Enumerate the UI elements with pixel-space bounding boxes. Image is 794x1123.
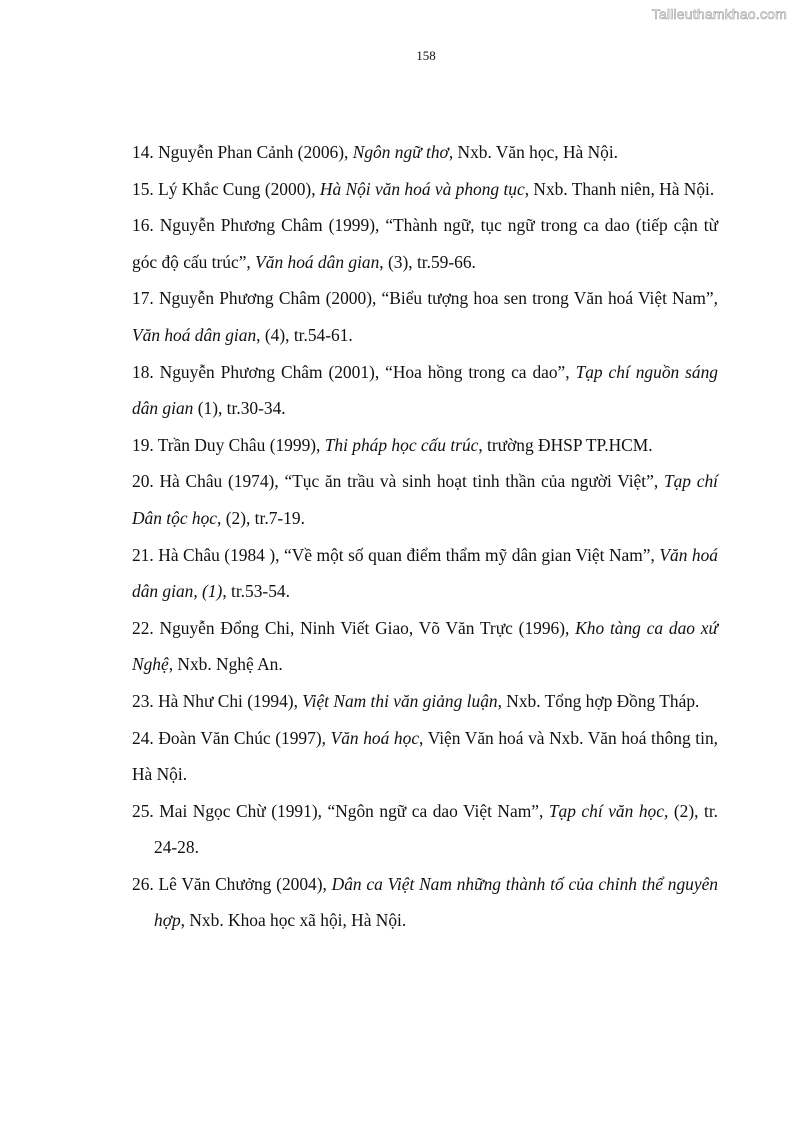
reference-text: 19. Trần Duy Châu (1999),: [132, 434, 325, 455]
reference-list: [132, 134, 718, 939]
reference-item-23: [132, 683, 718, 720]
reference-title: Ngôn ngữ thơ,: [352, 142, 454, 162]
page-number: 158: [416, 48, 436, 63]
reference-text: Nxb. Nghệ An.: [173, 654, 283, 675]
reference-text: 15. Lý Khắc Cung (2000),: [132, 178, 320, 199]
reference-title: Văn hoá dân gian, (1): [132, 544, 718, 602]
reference-text: (1), tr.30-34.: [193, 398, 286, 419]
reference-text: 16. Nguyễn Phương Châm (1999), “Thành ngữ, tục ngữ trong ca dao (tiếp cận từ góc độ cấu trúc”,: [132, 215, 718, 272]
reference-text: 20. Hà Châu (1974), “Tục ăn trầu và sinh hoạt tinh thần của người Việt”,: [132, 471, 664, 492]
reference-item-16: [132, 207, 718, 280]
reference-text: 22. Nguyễn Đổng Chi, Ninh Viết Giao, Võ Văn Trực (1996),: [132, 617, 576, 638]
reference-text: , Nxb. Khoa học xã hội, Hà Nội.: [180, 910, 407, 931]
reference-title: Tạp chí nguồn sáng dân gian: [132, 361, 719, 419]
reference-text: 24. Đoàn Văn Chúc (1997),: [132, 727, 331, 748]
reference-text: , Nxb. Thanh niên, Hà Nội.: [524, 178, 715, 199]
reference-text: , Viện Văn hoá và Nxb. Văn hoá thông tin, Hà Nội.: [132, 727, 718, 785]
reference-title: Việt Nam thi văn giảng luận: [302, 690, 498, 711]
reference-title: Tạp chí Dân tộc học: [132, 471, 719, 528]
reference-item-19: [132, 427, 718, 464]
reference-text: 18. Nguyễn Phương Châm (2001), “Hoa hồng trong ca dao”,: [132, 361, 576, 382]
reference-text: 14. Nguyễn Phan Cảnh (2006),: [132, 142, 353, 162]
reference-title: Kho tàng ca dao xứ Nghệ,: [132, 617, 718, 675]
reference-text: 17. Nguyễn Phương Châm (2000), “Biểu tượng hoa sen trong Văn hoá Việt Nam”,: [132, 288, 718, 309]
reference-text: , tr.53-54.: [222, 581, 290, 602]
reference-item-15: [132, 171, 718, 208]
reference-title: Thi pháp học cấu trúc: [324, 434, 479, 455]
reference-text: , Nxb. Tổng hợp Đồng Tháp.: [497, 690, 700, 711]
reference-item-22: [132, 610, 718, 683]
reference-title: Văn hoá học: [330, 727, 420, 748]
reference-item-21: [132, 537, 718, 610]
reference-text: 25. Mai Ngọc Chừ (1991), “Ngôn ngữ ca dao Việt Nam”,: [132, 800, 549, 821]
reference-item-14: [132, 134, 718, 171]
reference-item-17: [132, 280, 718, 353]
watermark-text: Tailieuthamkhao.com: [651, 6, 787, 22]
reference-item-24: [132, 720, 718, 793]
reference-text: Nxb. Văn học, Hà Nội.: [453, 142, 619, 162]
reference-title: Văn hoá dân gian: [255, 251, 380, 272]
reference-item-20: [132, 463, 718, 536]
reference-text: , (2), tr.7-19.: [217, 507, 305, 528]
reference-title: Hà Nội văn hoá và phong tục: [319, 178, 525, 199]
reference-title: Dân ca Việt Nam những thành tố của chỉnh thể nguyên hợp: [154, 873, 718, 931]
reference-item-25: [132, 793, 718, 866]
reference-text: 21. Hà Châu (1984 ), “Về một số quan điểm thẩm mỹ dân gian Việt Nam”,: [132, 544, 660, 565]
reference-title: Văn hoá dân gian: [132, 324, 257, 345]
reference-item-26: [132, 866, 718, 939]
reference-text: 23. Hà Như Chi (1994),: [132, 690, 303, 711]
reference-text: , (3), tr.59-66.: [379, 251, 476, 272]
reference-item-18: [132, 354, 718, 427]
reference-text: , (4), tr.54-61.: [256, 324, 353, 345]
reference-text: , trường ĐHSP TP.HCM.: [478, 434, 653, 455]
reference-text: 26. Lê Văn Chưởng (2004),: [132, 873, 332, 894]
reference-text: (2), tr. 24-28.: [154, 800, 719, 858]
reference-title: Tạp chí văn học,: [548, 800, 669, 821]
